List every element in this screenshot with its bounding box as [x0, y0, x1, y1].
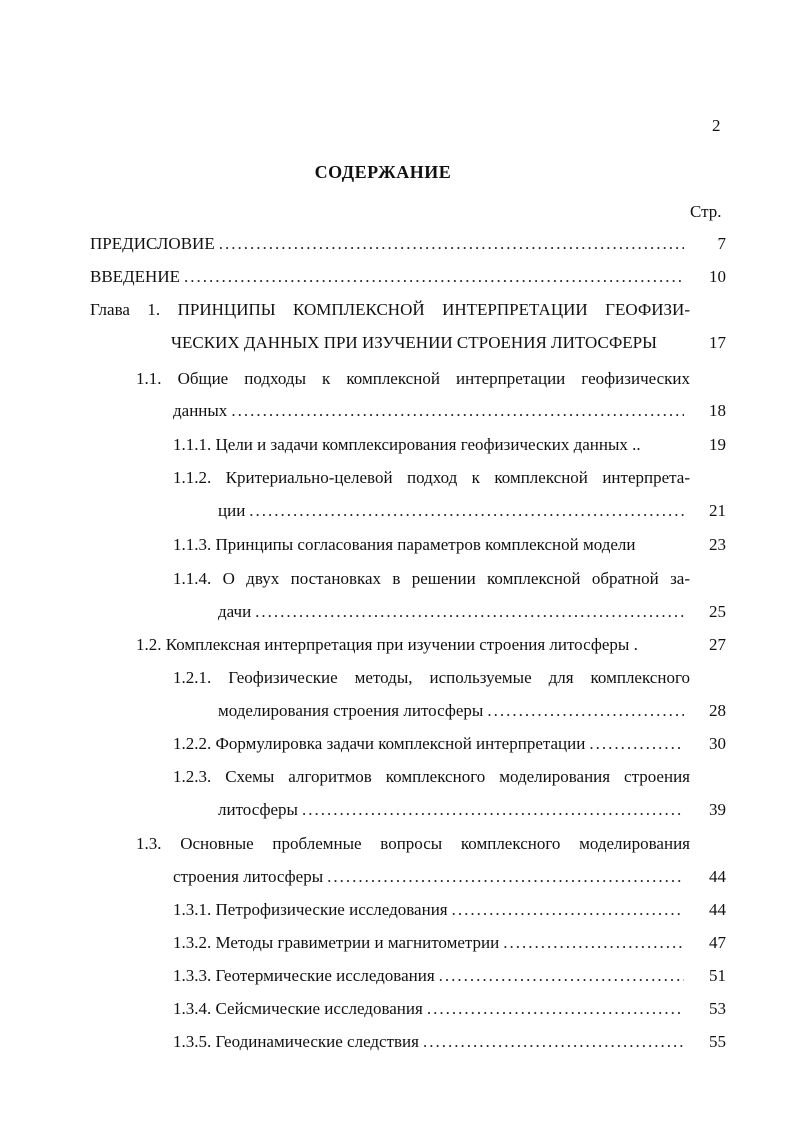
- toc-entry-text: ВВЕДЕНИЕ: [90, 267, 180, 286]
- leader-dots: [439, 966, 684, 986]
- leader-dots: [589, 734, 684, 754]
- toc-page-ref: 39: [709, 800, 726, 819]
- toc-entry-introduction[interactable]: [90, 267, 690, 287]
- toc-entry-1-2-2[interactable]: [173, 734, 690, 754]
- toc-page-ref: 19: [709, 435, 726, 454]
- toc-entry-1-1-4-line-2[interactable]: [218, 602, 690, 622]
- toc-page-ref: 47: [709, 933, 726, 952]
- page-number: 2: [712, 116, 721, 135]
- toc-title: СОДЕРЖАНИЕ: [314, 162, 452, 182]
- toc-page-ref: 7: [717, 234, 726, 253]
- toc-entry-1-2[interactable]: 1.2. Комплексная интерпретация при изучении строения литосферы .: [136, 635, 638, 654]
- toc-entry-1-2-3-line-2[interactable]: [218, 800, 690, 820]
- toc-entry-text: дачи: [218, 602, 252, 621]
- toc-page-ref: 51: [709, 966, 726, 985]
- toc-page-ref: 27: [709, 635, 726, 654]
- leader-dots: [255, 602, 684, 622]
- toc-entry-text: 1.3.1. Петрофизические исследования: [173, 900, 448, 919]
- toc-entry-text: 1.3.2. Методы гравиметрии и магнитометрии: [173, 933, 500, 952]
- toc-page-ref: 44: [709, 867, 726, 886]
- toc-entry-text: данных: [173, 401, 228, 420]
- toc-page-ref: 53: [709, 999, 726, 1018]
- leader-dots: [427, 999, 684, 1019]
- toc-entry-text: ПРЕДИСЛОВИЕ: [90, 234, 215, 253]
- leader-dots: [184, 267, 684, 287]
- toc-page-ref: 25: [709, 602, 726, 621]
- toc-entry-preface[interactable]: [90, 234, 690, 254]
- page-column-label: Стр.: [690, 202, 722, 221]
- toc-page-ref: 55: [709, 1032, 726, 1051]
- toc-entry-1-3-2[interactable]: [173, 933, 690, 953]
- leader-dots: [302, 800, 684, 820]
- toc-entry-1-1-3[interactable]: 1.1.3. Принципы согласования параметров комплексной модели: [173, 535, 636, 554]
- leader-dots: [487, 701, 684, 721]
- toc-page-ref: 10: [709, 267, 726, 286]
- toc-entry-1-1-1[interactable]: 1.1.1. Цели и задачи комплексирования геофизических данных ..: [173, 435, 641, 454]
- toc-entry-1-1-line-1[interactable]: 1.1. Общие подходы к комплексной интерпретации геофизических: [136, 369, 690, 388]
- toc-entry-text: моделирования строения литосферы: [218, 701, 484, 720]
- toc-page-ref: 17: [709, 333, 726, 352]
- toc-page-ref: 44: [709, 900, 726, 919]
- toc-entry-chapter-1-line-1[interactable]: Глава 1. ПРИНЦИПЫ КОМПЛЕКСНОЙ ИНТЕРПРЕТАЦИИ ГЕОФИЗИ-: [90, 300, 690, 319]
- leader-dots: [219, 234, 684, 254]
- toc-entry-1-2-1-line-2[interactable]: [218, 701, 690, 721]
- toc-entry-1-3-1[interactable]: [173, 900, 690, 920]
- toc-page-ref: 18: [709, 401, 726, 420]
- toc-entry-1-3-line-2[interactable]: [173, 867, 690, 887]
- toc-entry-1-1-2-line-2[interactable]: [218, 501, 690, 521]
- toc-entry-1-3-4[interactable]: [173, 999, 690, 1019]
- toc-entry-1-1-4-line-1[interactable]: 1.1.4. О двух постановках в решении комплексной обратной за-: [173, 569, 690, 588]
- toc-page-ref: 28: [709, 701, 726, 720]
- toc-entry-text: 1.3.3. Геотермические исследования: [173, 966, 435, 985]
- toc-entry-text: 1.2.2. Формулировка задачи комплексной интерпретации: [173, 734, 586, 753]
- toc-entry-1-3-3[interactable]: [173, 966, 690, 986]
- leader-dots: [231, 401, 684, 421]
- leader-dots: [327, 867, 684, 887]
- toc-page-ref: 21: [709, 501, 726, 520]
- toc-entry-1-3-line-1[interactable]: 1.3. Основные проблемные вопросы комплексного моделирования: [136, 834, 690, 853]
- toc-entry-1-2-1-line-1[interactable]: 1.2.1. Геофизические методы, используемые для комплексного: [173, 668, 690, 687]
- leader-dots: [249, 501, 684, 521]
- leader-dots: [452, 900, 684, 920]
- toc-entry-1-1-line-2[interactable]: [173, 401, 690, 421]
- toc-page-ref: 23: [709, 535, 726, 554]
- toc-entry-text: строения литосферы: [173, 867, 324, 886]
- toc-entry-text: 1.3.5. Геодинамические следствия: [173, 1032, 419, 1051]
- toc-entry-text: литосферы: [218, 800, 298, 819]
- toc-entry-1-3-5[interactable]: [173, 1032, 690, 1052]
- toc-entry-1-2-3-line-1[interactable]: 1.2.3. Схемы алгоритмов комплексного моделирования строения: [173, 767, 690, 786]
- toc-entry-text: 1.3.4. Сейсмические исследования: [173, 999, 423, 1018]
- toc-entry-1-1-2-line-1[interactable]: 1.1.2. Критериально-целевой подход к комплексной интерпрета-: [173, 468, 690, 487]
- toc-page-ref: 30: [709, 734, 726, 753]
- leader-dots: [423, 1032, 684, 1052]
- toc-entry-chapter-1-line-2[interactable]: ЧЕСКИХ ДАННЫХ ПРИ ИЗУЧЕНИИ СТРОЕНИЯ ЛИТОСФЕРЫ: [171, 333, 657, 352]
- leader-dots: [503, 933, 684, 953]
- toc-entry-text: ции: [218, 501, 246, 520]
